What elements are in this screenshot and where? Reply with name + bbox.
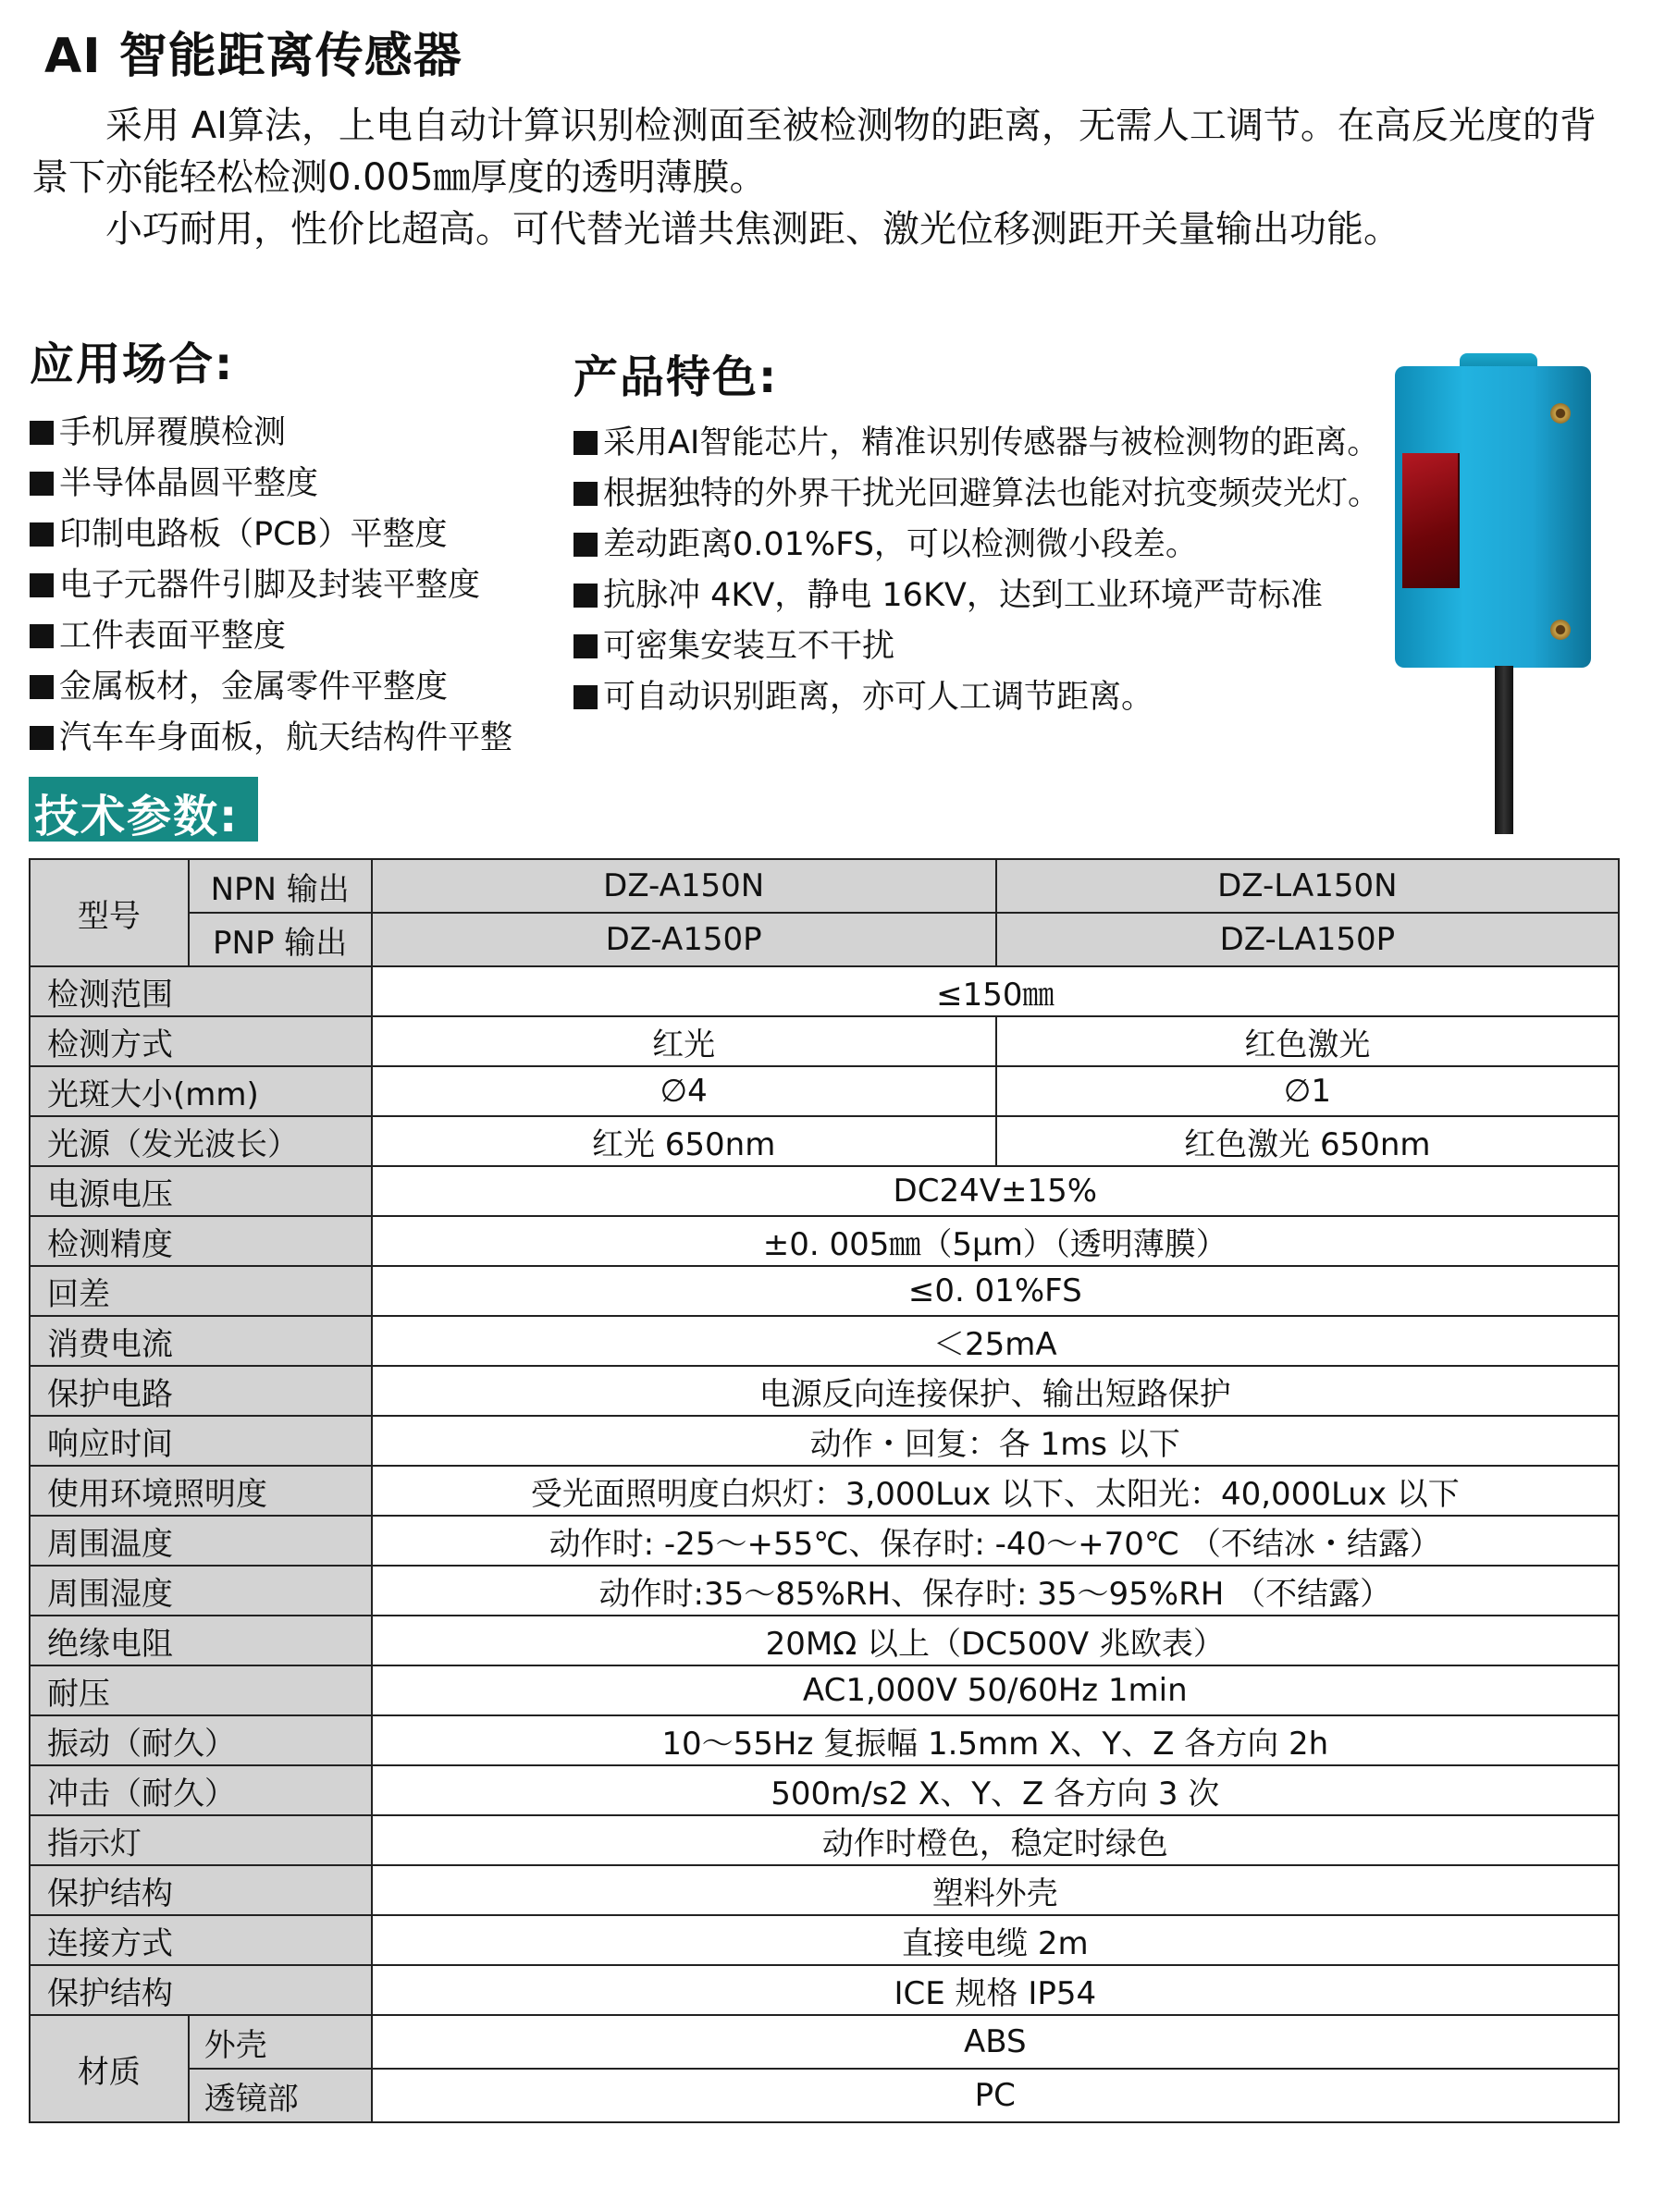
bullet-square-icon [574,431,598,455]
row-value: 直接电缆 2m [372,1915,1619,1965]
list-item: 电子元器件引脚及封装平整度 [30,560,512,611]
row-label: 振动（耐久） [30,1715,372,1765]
row-value: ICE 规格 IP54 [372,1965,1619,2015]
row-value: 10～55Hz 复振幅 1.5mm X、Y、Z 各方向 2h [372,1715,1619,1765]
list-item: 差动距离0.01%FS，可以检测微小段差。 [574,520,1380,571]
applications-list [30,408,512,764]
sensor-body [1395,366,1591,668]
list-item: 采用AI智能芯片，精准识别传感器与被检测物的距离。 [574,418,1380,469]
row-value: ≤150㎜ [372,966,1619,1016]
bullet-square-icon [30,675,54,699]
bullet-square-icon [30,421,54,445]
row-label: 保护结构 [30,1865,372,1915]
sensor-cable [1495,666,1513,834]
npn-label: NPN 输出 [189,859,372,913]
sensor-product-image [1388,353,1610,834]
table-row [30,2069,1619,2122]
row-label: 检测方式 [30,1016,372,1066]
row-label: 检测精度 [30,1216,372,1266]
row-value: ＜25mA [372,1316,1619,1366]
screw-icon [1550,620,1571,640]
intro-paragraph-2: 小巧耐用，性价比超高。可代替光谱共焦测距、激光位移测距开关量输出功能。 [105,208,1400,251]
row-value: 受光面照明度白炽灯：3,000Lux 以下、太阳光：40,000Lux 以下 [372,1466,1619,1516]
table-row [30,1665,1619,1715]
bullet-square-icon [574,533,598,557]
table-row [30,1016,1619,1066]
list-item: 抗脉冲 4KV，静电 16KV，达到工业环境严苛标准 [574,571,1380,621]
tech-params-banner [29,777,258,842]
table-row [30,1116,1619,1166]
bullet-square-icon [30,573,54,597]
model-pnp-b: DZ-LA150P [996,913,1619,966]
table-row [30,1765,1619,1815]
tech-params-heading: 技术参数: [34,791,240,842]
table-row [30,1316,1619,1366]
list-item: 印制电路板（PCB）平整度 [30,510,512,560]
table-row [30,1715,1619,1765]
table-row [30,966,1619,1016]
row-label: 响应时间 [30,1416,372,1466]
features-heading: 产品特色: [574,351,779,403]
lens-value: PC [372,2069,1619,2122]
intro-paragraph-1: 采用 AI算法，上电自动计算识别检测面至被检测物的距离，无需人工调节。在高反光度的背景下亦能轻松检测0.005㎜厚度的透明薄膜。 [31,104,1597,199]
list-item: 可密集安装互不干扰 [574,621,1380,672]
bullet-square-icon [30,522,54,547]
row-value: ≤0. 01%FS [372,1266,1619,1316]
table-row [30,1466,1619,1516]
row-label: 绝缘电阻 [30,1616,372,1665]
applications-heading: 应用场合: [30,338,235,390]
lens-label: 透镜部 [189,2069,372,2122]
row-label: 光源（发光波长） [30,1116,372,1166]
row-value-b: 红色激光 [996,1016,1619,1066]
sensor-lens [1402,453,1460,588]
table-row [30,1416,1619,1466]
bullet-square-icon [574,482,598,506]
row-label: 冲击（耐久） [30,1765,372,1815]
shell-label: 外壳 [189,2015,372,2069]
table-row [30,1266,1619,1316]
row-value-a: ∅4 [372,1066,996,1116]
row-label: 光斑大小(mm) [30,1066,372,1116]
shell-value: ABS [372,2015,1619,2069]
table-row [30,2015,1619,2069]
bullet-square-icon [574,685,598,709]
row-label: 回差 [30,1266,372,1316]
table-row [30,1915,1619,1965]
row-value: 动作时:35～85%RH、保存时: 35～95%RH （不结露） [372,1566,1619,1616]
row-label: 周围温度 [30,1516,372,1566]
bullet-square-icon [30,624,54,648]
row-label: 指示灯 [30,1815,372,1865]
table-row [30,1815,1619,1865]
model-pnp-a: DZ-A150P [372,913,996,966]
row-label: 消费电流 [30,1316,372,1366]
list-item: 根据独特的外界干扰光回避算法也能对抗变频荧光灯。 [574,469,1380,520]
bullet-square-icon [574,584,598,608]
row-value-b: ∅1 [996,1066,1619,1116]
list-item: 可自动识别距离，亦可人工调节距离。 [574,672,1380,723]
model-label: 型号 [30,859,189,966]
table-row [30,1566,1619,1616]
material-label: 材质 [30,2015,189,2122]
row-value: 塑料外壳 [372,1865,1619,1915]
list-item: 手机屏覆膜检测 [30,408,512,459]
row-label: 检测范围 [30,966,372,1016]
table-row [30,913,1619,966]
table-row [30,1216,1619,1266]
table-row [30,1865,1619,1915]
intro-text [31,100,1622,255]
model-npn-b: DZ-LA150N [996,859,1619,913]
features-list [574,418,1380,723]
table-row [30,1366,1619,1416]
bullet-square-icon [30,472,54,496]
row-label: 周围湿度 [30,1566,372,1616]
row-value: ±0. 005㎜（5μm）（透明薄膜） [372,1216,1619,1266]
row-value: 20MΩ 以上（DC500V 兆欧表） [372,1616,1619,1665]
row-value: 电源反向连接保护、输出短路保护 [372,1366,1619,1416]
bullet-square-icon [30,726,54,750]
row-label: 保护电路 [30,1366,372,1416]
bullet-square-icon [574,634,598,658]
list-item: 汽车车身面板，航天结构件平整 [30,713,512,764]
row-value: 动作时橙色，稳定时绿色 [372,1815,1619,1865]
table-row [30,859,1619,913]
table-row [30,1616,1619,1665]
table-row [30,1166,1619,1216]
row-label: 连接方式 [30,1915,372,1965]
table-row [30,1516,1619,1566]
screw-icon [1550,403,1571,424]
row-label: 电源电压 [30,1166,372,1216]
row-value: DC24V±15% [372,1166,1619,1216]
row-label: 使用环境照明度 [30,1466,372,1516]
row-value: 500m/s2 X、Y、Z 各方向 3 次 [372,1765,1619,1815]
page-title: AI 智能距离传感器 [44,29,462,84]
table-row [30,1066,1619,1116]
list-item: 金属板材，金属零件平整度 [30,662,512,713]
row-label: 耐压 [30,1665,372,1715]
row-value: 动作时: -25～+55℃、保存时: -40～+70℃ （不结冰・结露） [372,1516,1619,1566]
row-label: 保护结构 [30,1965,372,2015]
row-value: 动作・回复：各 1ms 以下 [372,1416,1619,1466]
table-row [30,1965,1619,2015]
row-value-a: 红光 650nm [372,1116,996,1166]
list-item: 半导体晶圆平整度 [30,459,512,510]
pnp-label: PNP 输出 [189,913,372,966]
model-npn-a: DZ-A150N [372,859,996,913]
row-value-a: 红光 [372,1016,996,1066]
spec-table [29,858,1620,2123]
list-item: 工件表面平整度 [30,611,512,662]
row-value: AC1,000V 50/60Hz 1min [372,1665,1619,1715]
row-value-b: 红色激光 650nm [996,1116,1619,1166]
